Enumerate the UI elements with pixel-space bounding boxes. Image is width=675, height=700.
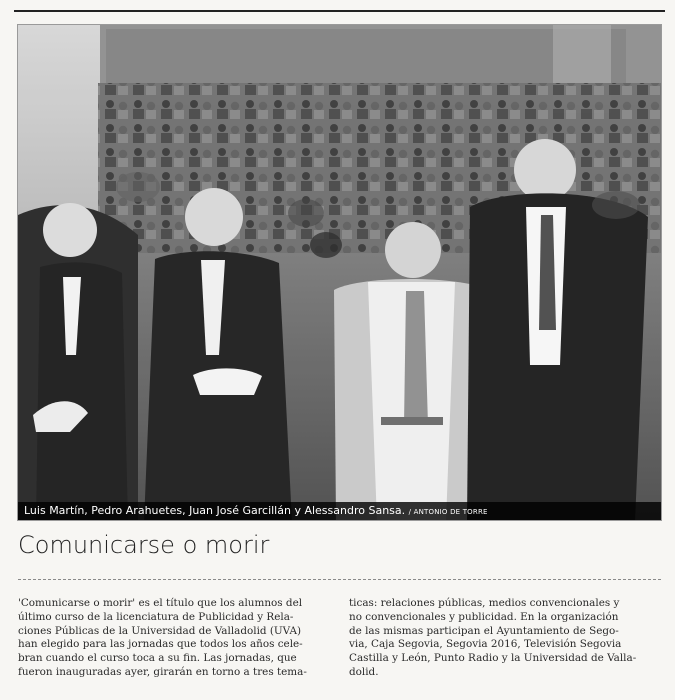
body-line: fueron inauguradas ayer, girarán en torno a tres tema- xyxy=(18,665,307,678)
body-line: último curso de la licenciatura de Publicidad y Rela- xyxy=(18,610,294,623)
news-photo xyxy=(17,24,662,521)
top-rule xyxy=(14,10,665,12)
article-body-left xyxy=(18,597,328,680)
article-body-right xyxy=(349,597,659,680)
body-line: Castilla y León, Punto Radio y la Universidad de Valla- xyxy=(349,652,637,665)
headline-divider xyxy=(18,579,661,580)
article-headline: Comunicarse o morir xyxy=(18,531,270,559)
body-line: ticas: relaciones públicas, medios convencionales y xyxy=(349,597,620,609)
body-line: via, Caja Segovia, Segovia 2016, Televisión Segovia xyxy=(349,638,622,651)
body-line: dolid. xyxy=(349,665,379,678)
body-line: bran cuando el curso toca a su fin. Las jornadas, que xyxy=(18,652,297,665)
photo-credit: / ANTONIO DE TORRE xyxy=(408,508,488,516)
body-line: 'Comunicarse o morir' es el título que los alumnos del xyxy=(18,597,303,609)
body-line: no convencionales y publicidad. En la organización xyxy=(349,610,619,623)
body-line: ciones Públicas de la Universidad de Valladolid (UVA) xyxy=(18,624,302,637)
photo-caption: Luis Martín, Pedro Arahuetes, Juan José Garcillán y Alessandro Sansa. xyxy=(24,504,406,517)
body-line: han elegido para las jornadas que todos los años cele- xyxy=(18,638,303,651)
news-photo-image xyxy=(18,25,662,521)
body-line: de las mismas participan el Ayuntamiento de Sego- xyxy=(349,624,619,637)
photo-caption-bar xyxy=(18,502,661,520)
